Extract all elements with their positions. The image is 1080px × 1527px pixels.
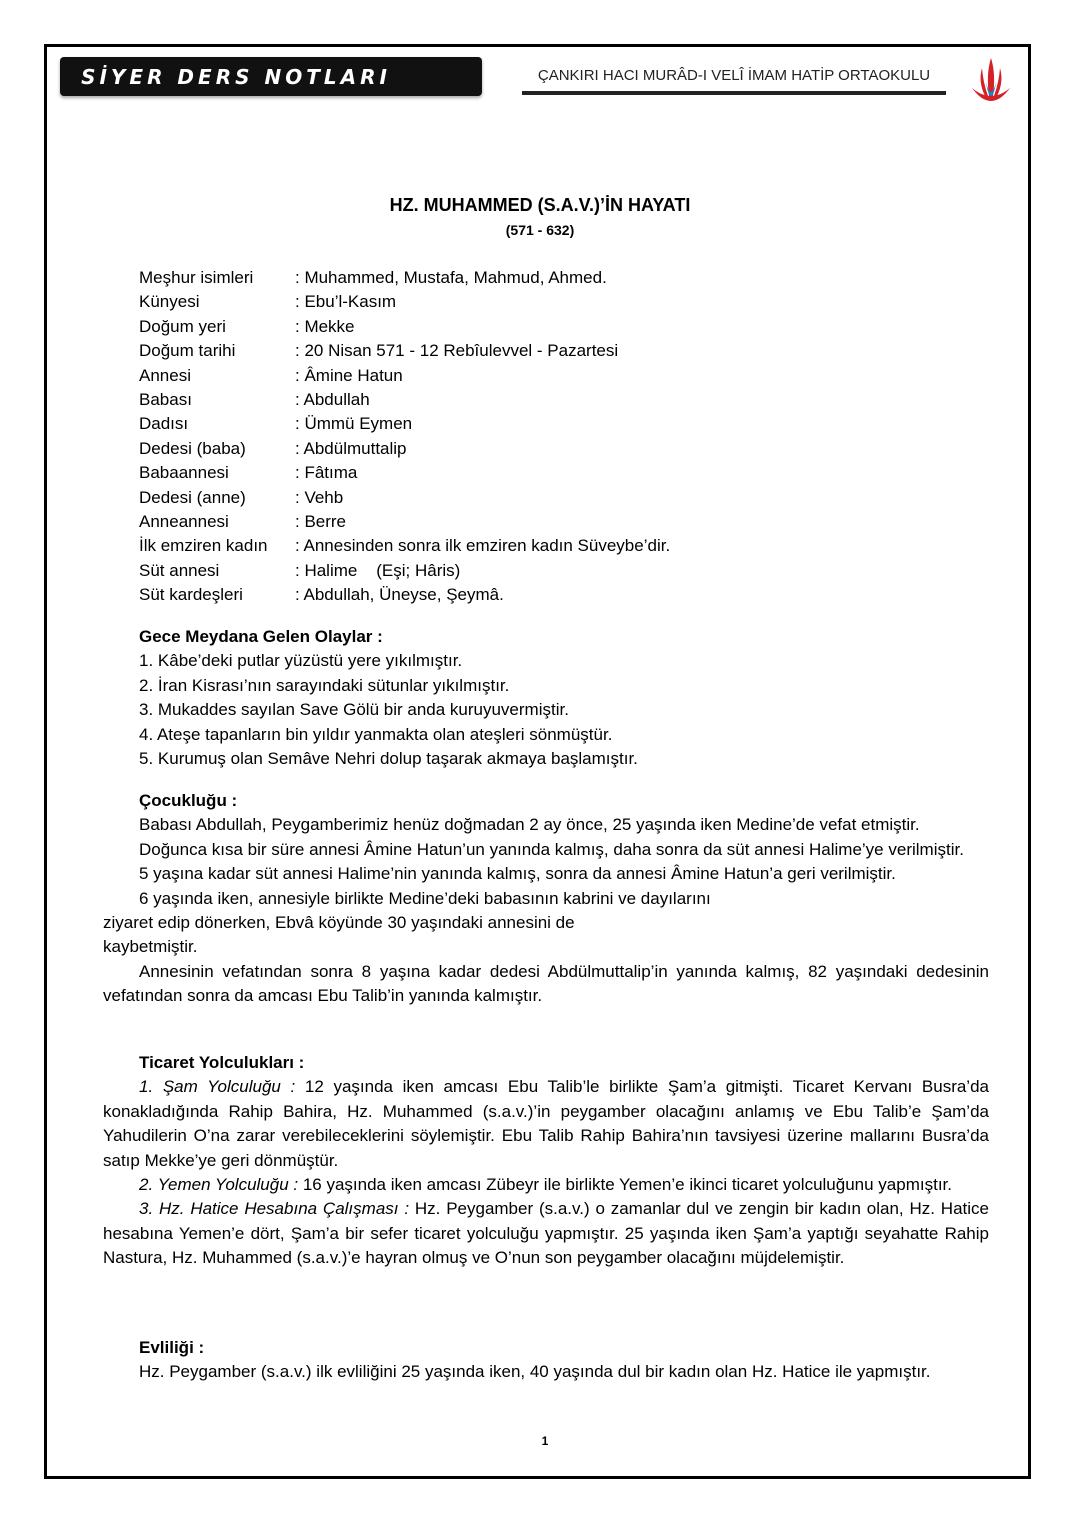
info-value: : Ebu’l-Kasım xyxy=(295,292,397,312)
trade-paragraph xyxy=(103,1075,989,1173)
info-value: : Âmine Hatun xyxy=(295,365,403,385)
info-row xyxy=(139,437,670,461)
info-row xyxy=(139,364,670,388)
list-item: 5. Kurumuş olan Semâve Nehri dolup taşarak akmaya başlamıştır. xyxy=(139,749,638,769)
marriage-paragraph: Hz. Peygamber (s.a.v.) ilk evliliğini 25 yaşında iken, 40 yaşında dul bir kadın olan Hz. Hatice ile yapmıştır. xyxy=(139,1362,931,1382)
info-value: : 20 Nisan 571 - 12 Rebîulevvel - Pazartesi xyxy=(295,341,619,361)
info-row xyxy=(139,412,670,436)
info-value: : Abdullah, Üneyse, Şeymâ. xyxy=(295,585,504,605)
info-row xyxy=(139,290,670,314)
childhood-paragraph: Babası Abdullah, Peygamberimiz henüz doğmadan 2 ay önce, 25 yaşında iken Medine’de vefat etmiştir. xyxy=(139,815,920,835)
info-value: : Halime (Eşi; Hâris) xyxy=(295,560,461,580)
info-label: Dedesi (anne) xyxy=(139,487,246,507)
info-row xyxy=(139,583,670,607)
childhood-paragraph: Annesinin vefatından sonra 8 yaşına kadar dedesi Abdülmuttalip’in yanında kalmış, 82 yaşındaki dedesinin vefatından sonra da amcası Ebu Talib’in yanında kalmıştır. xyxy=(103,961,989,1006)
info-value: : Annesinden sonra ilk emziren kadın Süveybe’dir. xyxy=(295,536,671,556)
night-events-list xyxy=(103,649,989,771)
banner-title: SİYER DERS NOTLARI xyxy=(81,64,391,89)
info-value: : Abdülmuttalip xyxy=(295,438,407,458)
info-label: Annesi xyxy=(139,365,191,385)
night-events-section xyxy=(103,625,989,771)
info-row xyxy=(139,559,670,583)
info-row xyxy=(139,461,670,485)
school-name: ÇANKIRI HACI MURÂD-I VELÎ İMAM HATİP ORTAOKULU xyxy=(522,65,946,95)
info-label: Süt annesi xyxy=(139,560,220,580)
info-label: Doğum tarihi xyxy=(139,341,236,361)
info-row xyxy=(139,315,670,339)
trade-heading: Ticaret Yolculukları : xyxy=(139,1053,305,1072)
info-label: Meşhur isimleri xyxy=(139,268,254,287)
night-events-heading: Gece Meydana Gelen Olaylar : xyxy=(139,627,383,646)
trade-paragraph xyxy=(103,1197,989,1270)
info-value: : Berre xyxy=(295,511,347,531)
list-item: 1. Kâbe’deki putlar yüzüstü yere yıkılmıştır. xyxy=(139,651,463,671)
info-label: Doğum yeri xyxy=(139,316,226,336)
info-table xyxy=(139,266,670,607)
marriage-section xyxy=(103,1336,989,1385)
info-value: : Vehb xyxy=(295,487,344,507)
info-label: İlk emziren kadın xyxy=(139,536,268,556)
info-value: : Mekke xyxy=(295,316,355,336)
info-label: Dadısı xyxy=(139,414,189,434)
info-row xyxy=(139,510,670,534)
page-number: 1 xyxy=(541,1434,549,1448)
trade-item-label: 2. Yemen Yolculuğu : xyxy=(139,1175,299,1195)
childhood-paragraph: 6 yaşında iken, annesiyle birlikte Medine’deki babasının kabrini ve dayılarını ziyaret edip dönerken, Ebvâ köyünde 30 yaşındaki annesini de xyxy=(103,888,711,933)
info-row xyxy=(139,486,670,510)
header-banner xyxy=(60,57,482,96)
school-flame-logo-icon xyxy=(966,52,1016,106)
childhood-section xyxy=(103,789,989,1009)
trade-item-text: 16 yaşında iken amcası Zübeyr ile birlikte Yemen’e ikinci ticaret yolculuğunu yapmıştır. xyxy=(298,1175,952,1195)
info-value: : Muhammed, Mustafa, Mahmud, Ahmed. xyxy=(295,268,607,287)
info-label: Dedesi (baba) xyxy=(139,438,246,458)
document-title: HZ. MUHAMMED (S.A.V.)’İN HAYATI xyxy=(389,195,691,215)
info-value: : Abdullah xyxy=(295,389,370,409)
trade-section xyxy=(103,1051,989,1271)
info-row xyxy=(139,339,670,363)
info-label: Babası xyxy=(139,389,192,409)
marriage-heading: Evliliği : xyxy=(139,1338,205,1357)
childhood-paragraph: kaybetmiştir. xyxy=(103,937,198,957)
info-value: : Fâtıma xyxy=(295,463,358,483)
info-label: Süt kardeşleri xyxy=(139,585,243,605)
childhood-heading: Çocukluğu : xyxy=(139,791,238,810)
info-label: Babaannesi xyxy=(139,463,229,483)
trade-item-text: 12 yaşında iken amcası Ebu Talib’le birlikte Şam’a gitmişti. Ticaret Kervanı Busra’da konakladığında Rahip Bahira, Hz. Muhammed (s.a.v.)’in peygamber olacağını anlamış ve Ebu Talib’e Şam’da Yahudilerin O’na zarar verebileceklerini söylemiştir. Ebu Talib Rahip Bahira’nın tavsiyesi üzerine mallarını Busra’da satıp Mekke’ye geri dönmüştür. xyxy=(103,1077,989,1170)
trade-item-text: Hz. Peygamber (s.a.v.) o zamanlar dul ve zengin bir kadın olan, Hz. Hatice hesabına Yemen’e dört, Şam’a bir sefer ticaret yolculuğu yapmıştır. 25 yaşında iken Şam’a yaptığı seyahatte Rahip Nastura, Hz. Muhammed (s.a.v.)’e hayran olmuş ve O’nun son peygamber olacağını müjdelemiştir. xyxy=(103,1199,989,1268)
trade-item-label: 1. Şam Yolculuğu : xyxy=(139,1077,296,1097)
info-row xyxy=(139,266,670,290)
info-row xyxy=(139,388,670,412)
info-label: Anneannesi xyxy=(139,511,229,531)
info-value: : Ümmü Eymen xyxy=(295,414,413,434)
list-item: 4. Ateşe tapanların bin yıldır yanmakta olan ateşleri sönmüştür. xyxy=(139,724,613,744)
list-item: 2. İran Kisrası’nın sarayındaki sütunlar yıkılmıştır. xyxy=(139,675,510,695)
document-years: (571 - 632) xyxy=(505,222,575,238)
trade-item-label: 3. Hz. Hatice Hesabına Çalışması : xyxy=(139,1199,410,1219)
trade-paragraph xyxy=(103,1173,989,1197)
childhood-paragraph: Doğunca kısa bir süre annesi Âmine Hatun’un yanında kalmış, daha sonra da süt annesi Halime’ye verilmiştir. xyxy=(139,839,964,859)
childhood-paragraph: 5 yaşına kadar süt annesi Halime’nin yanında kalmış, sonra da annesi Âmine Hatun’a geri verilmiştir. xyxy=(139,864,896,884)
info-label: Künyesi xyxy=(139,292,200,312)
info-row xyxy=(139,534,670,558)
list-item: 3. Mukaddes sayılan Save Gölü bir anda kuruyuvermiştir. xyxy=(139,700,569,720)
